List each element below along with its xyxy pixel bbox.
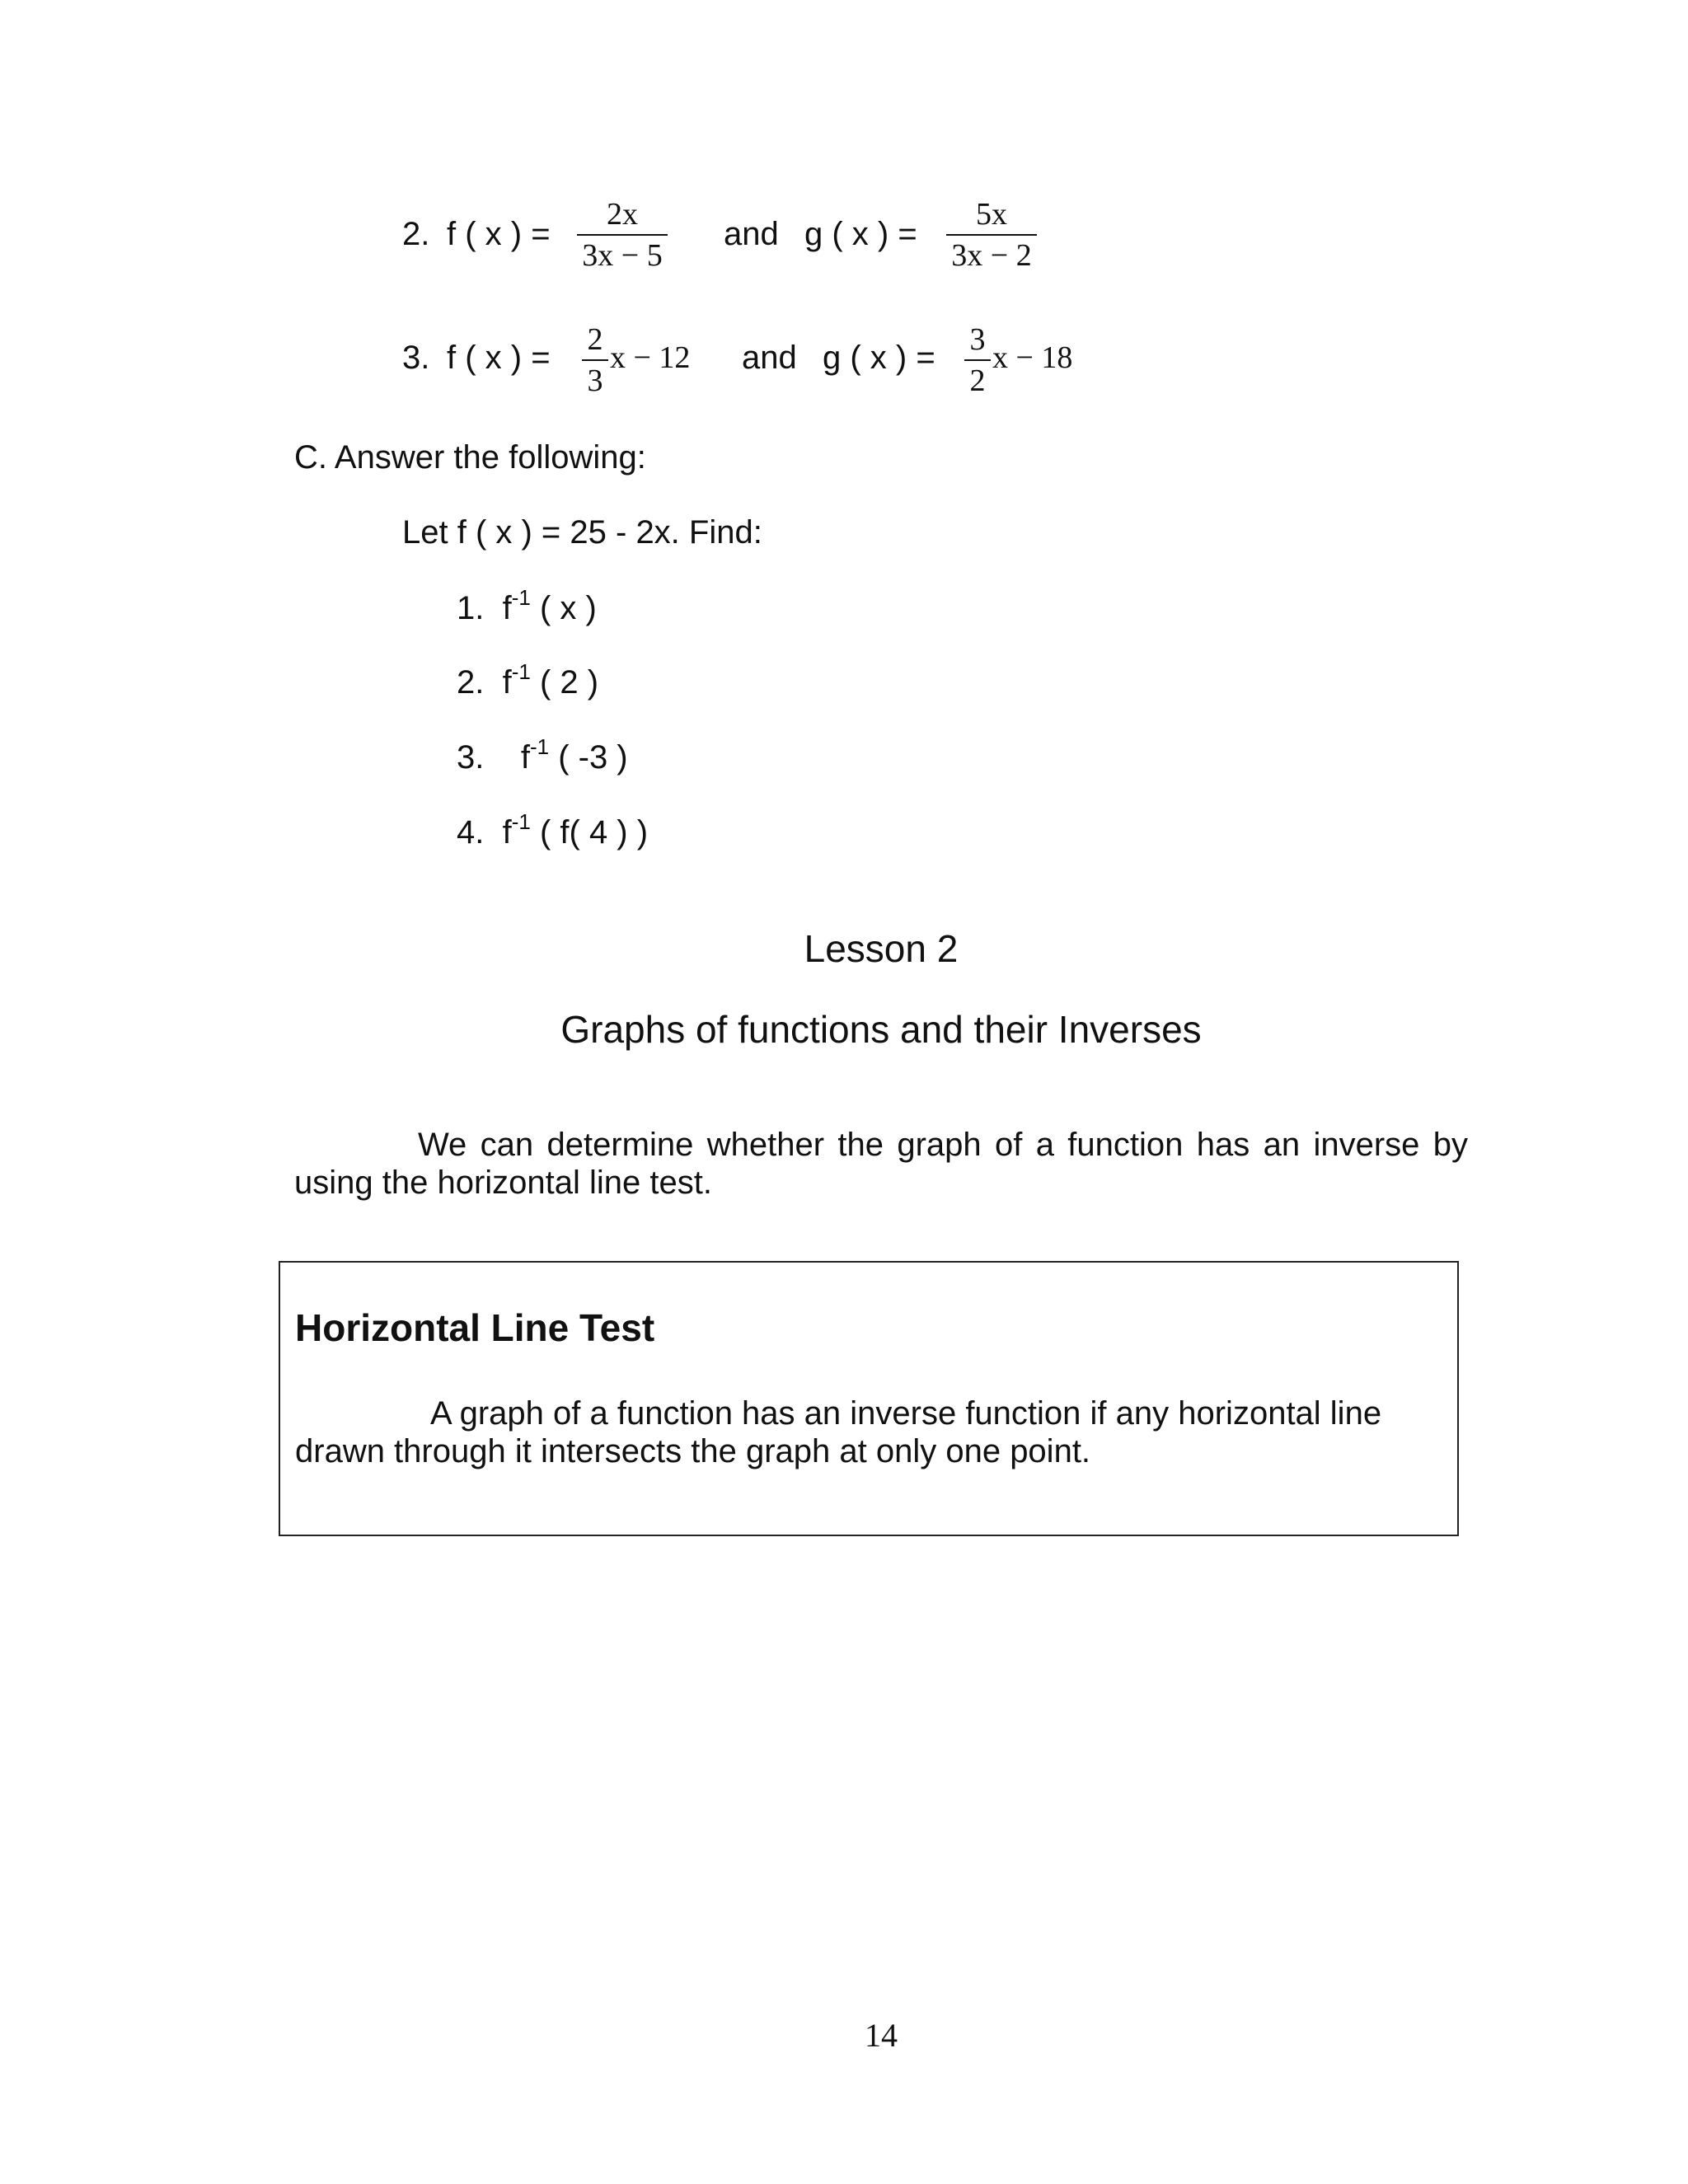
argument: ( 2 ) <box>539 664 599 701</box>
lesson-subtitle: Graphs of functions and their Inverses <box>560 1008 1202 1051</box>
item-number: 3. <box>457 739 485 776</box>
and-word: and <box>742 340 797 376</box>
g-fraction <box>964 321 991 399</box>
f-denominator: 3 <box>587 363 603 398</box>
g-denominator: 2 <box>969 363 986 398</box>
inverse-exponent: -1 <box>529 734 550 759</box>
function-name: f <box>520 739 530 776</box>
fraction-bar <box>964 359 991 361</box>
list-item <box>457 585 597 627</box>
argument: ( f( 4 ) ) <box>539 814 649 851</box>
lesson-title: Lesson 2 <box>804 927 959 970</box>
inverse-exponent: -1 <box>511 659 531 684</box>
function-name: f <box>502 814 512 851</box>
section-c-heading: C. Answer the following: <box>294 439 646 476</box>
g-numerator: 5x <box>976 197 1007 232</box>
function-name: f <box>502 590 512 626</box>
f-linear-term: x − 12 <box>610 340 691 375</box>
f-denominator: 3x − 5 <box>582 238 663 273</box>
list-item <box>457 734 628 776</box>
g-denominator: 3x − 2 <box>951 238 1032 273</box>
item-number: 1. <box>457 590 485 626</box>
item-number: 4. <box>457 814 485 851</box>
list-item <box>457 809 649 851</box>
function-name: f <box>502 664 512 701</box>
item-number: 2. <box>457 664 485 701</box>
f-numerator: 2 <box>587 322 603 357</box>
f-fraction <box>582 321 608 399</box>
g-numerator: 3 <box>969 322 986 357</box>
box-heading: Horizontal Line Test <box>295 1306 655 1349</box>
g-fraction <box>946 196 1037 274</box>
g-linear-term: x − 18 <box>992 340 1073 375</box>
and-word: and <box>724 216 779 252</box>
let-statement: Let f ( x ) = 25 - 2x. Find: <box>402 514 762 551</box>
list-item <box>457 659 599 701</box>
f-label: f ( x ) = <box>447 340 551 376</box>
f-fraction <box>577 196 668 274</box>
fraction-bar <box>582 359 608 361</box>
box-body: A graph of a function has an inverse function if any horizontal line drawn through it intersects the graph at only one point. <box>295 1395 1382 1469</box>
intro-paragraph: We can determine whether the graph of a function has an inverse by using the horizontal line test. <box>294 1127 1468 1201</box>
fraction-bar <box>577 234 668 236</box>
g-label: g ( x ) = <box>804 216 917 252</box>
problem-number: 3. <box>402 340 430 376</box>
argument: ( x ) <box>539 590 597 626</box>
inverse-exponent: -1 <box>511 809 531 834</box>
page-number: 14 <box>865 2017 898 2054</box>
fraction-bar <box>946 234 1037 236</box>
inverse-exponent: -1 <box>511 585 531 610</box>
g-label: g ( x ) = <box>823 340 935 376</box>
f-numerator: 2x <box>607 197 638 232</box>
f-label: f ( x ) = <box>447 216 551 252</box>
problem-number: 2. <box>402 216 430 252</box>
argument: ( -3 ) <box>558 739 628 776</box>
definition-box <box>279 1261 1459 1536</box>
